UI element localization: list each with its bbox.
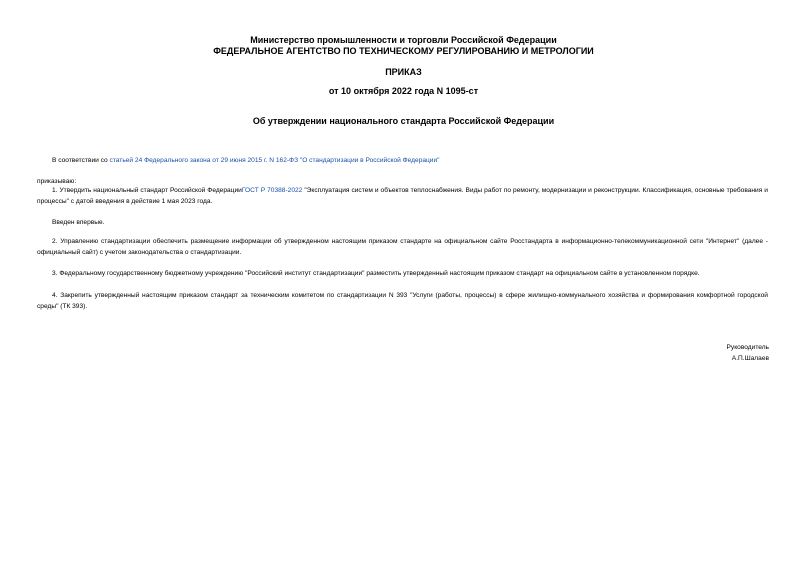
basis-paragraph — [37, 155, 768, 166]
document-type: ПРИКАЗ — [385, 67, 422, 77]
gost-link[interactable]: ГОСТ Р 70388-2022 — [241, 187, 303, 194]
item-1-prefix: 1. Утвердить национальный стандарт Российской Федерации — [52, 187, 242, 194]
document-subject: Об утверждении национального стандарта Российской Федерации — [252, 116, 555, 126]
document-date-number: от 10 октября 2022 года N 1095-ст — [328, 86, 479, 96]
agency-name: ФЕДЕРАЛЬНОЕ АГЕНТСТВО ПО ТЕХНИЧЕСКОМУ РЕГУЛИРОВАНИЮ И МЕТРОЛОГИИ — [213, 46, 594, 56]
signature-name: А.П.Шалаев — [731, 355, 769, 362]
item-3-paragraph: 3. Федеральному государственному бюджетному учреждению "Российский институт стандартизации" разместить утвержденный настоящим приказом стандарт на официальном сайте в установленном порядке. — [52, 270, 700, 277]
item-1-suffix: "Эксплуатация систем и объектов теплоснабжения. Виды работ по ремонту, модернизации и реконструкции. Классификация, основные требования и процессы" с датой введения в действие 1 мая 2023 года. — [37, 187, 768, 205]
item-1-paragraph — [37, 185, 768, 207]
basis-prefix: В соответствии со — [52, 157, 110, 164]
ministry-name: Министерство промышленности и торговли Российской Федерации — [250, 35, 557, 45]
introduced-first-note: Введен впервые. — [52, 219, 105, 226]
item-2-paragraph: 2. Управлению стандартизации обеспечить размещение информации об утвержденном настоящим приказом стандарте на официальном сайте Росстандарта в информационно-телекоммуникационной сети "Интернет" (далее - официальный сайт) с учетом законодательства о стандартизации. — [37, 238, 768, 256]
order-word: приказываю: — [37, 178, 77, 185]
federal-law-link[interactable]: статьей 24 Федерального закона от 29 июня 2015 г. N 162-ФЗ "О стандартизации в Российской Федерации" — [109, 157, 440, 164]
item-4-paragraph: 4. Закрепить утвержденный настоящим приказом стандарт за техническим комитетом по стандартизации N 393 "Услуги (работы, процессы) в сфере жилищно-коммунального хозяйства и формирования комфортной городской среды" (ТК 393). — [37, 292, 768, 310]
signature-title: Руководитель — [726, 344, 769, 351]
